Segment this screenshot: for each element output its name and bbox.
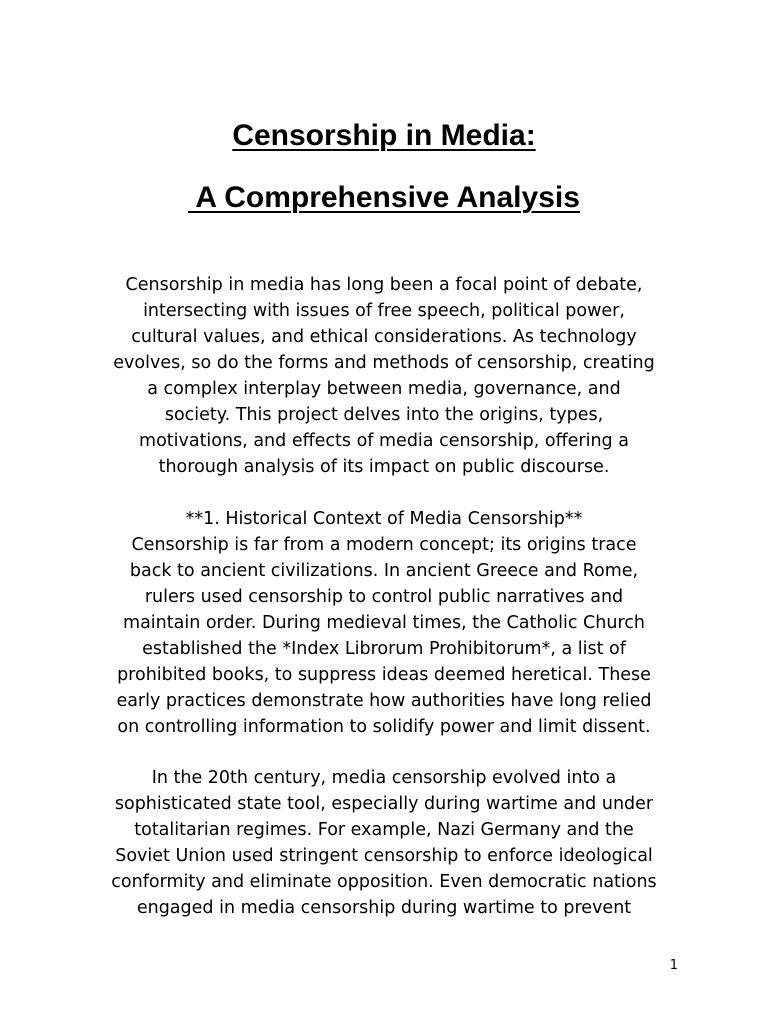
paragraph-line: prohibited books, to suppress ideas deemed heretical. These [117,665,651,685]
paragraph-line: engaged in media censorship during wartime to prevent [136,898,632,918]
section-heading: **1. Historical Context of Media Censorship** [185,509,583,529]
paragraph-line: established the *Index Librorum Prohibitorum*, a list of [142,639,626,659]
paragraph-line: In the 20th century, media censorship evolved into a [151,768,617,788]
paragraph-line: intersecting with issues of free speech, political power, [143,301,625,321]
paragraph-line: rulers used censorship to control public narratives and [144,587,624,607]
paragraph-line: evolves, so do the forms and methods of censorship, creating [113,353,655,373]
intro-paragraph [80,272,688,480]
paragraph-line: totalitarian regimes. For example, Nazi Germany and the [134,820,634,840]
paragraph-line: maintain order. During medieval times, the Catholic Church [123,613,645,633]
paragraph-line: society. This project delves into the origins, types, [164,405,604,425]
paragraph-line: sophisticated state tool, especially during wartime and under [114,794,654,814]
page-number: 1 [669,958,678,973]
twentieth-century-paragraph [80,765,688,921]
paragraph-line: Soviet Union used stringent censorship to enforce ideological [115,846,653,866]
paragraph-line: back to ancient civilizations. In ancient Greece and Rome, [129,561,639,581]
paragraph-line: motivations, and effects of media censorship, offering a [139,431,629,451]
paragraph-line: cultural values, and ethical considerations. As technology [131,327,637,347]
document-title-line-2: A Comprehensive Analysis [188,181,580,214]
document-title-line-1: Censorship in Media: [232,119,536,152]
paragraph-line: early practices demonstrate how authorities have long relied [116,691,652,711]
paragraph-line: Censorship is far from a modern concept; its origins trace [131,535,637,555]
paragraph-line: conformity and eliminate opposition. Even democratic nations [111,872,657,892]
paragraph-line: a complex interplay between media, governance, and [147,379,621,399]
paragraph-line: thorough analysis of its impact on public discourse. [158,457,610,477]
paragraph-line: Censorship in media has long been a focal point of debate, [125,275,643,295]
historical-context-paragraph [80,506,688,740]
paragraph-line: on controlling information to solidify power and limit dissent. [117,717,651,737]
